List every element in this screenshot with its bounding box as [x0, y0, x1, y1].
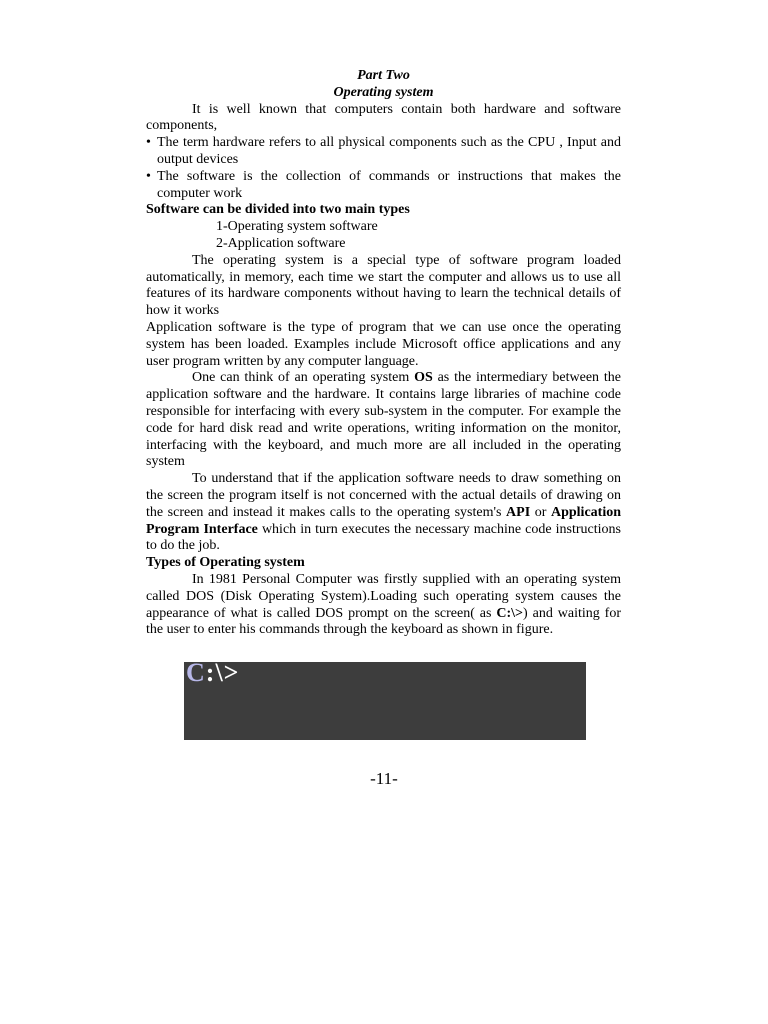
dos-prompt-symbol: :\> — [205, 658, 240, 687]
intermediary-text-after: as the intermediary between the application software and the hardware. It contains large libraries of machine code responsible for interfacing with every sub-system in the computer. For example the code for hard disk read and write operations, writing information on the monitor, interfacing with the keyboard, and much more are all included in the operating system — [146, 370, 621, 470]
part-label: Part Two — [357, 68, 410, 83]
application-paragraph: Application software is the type of program that we can use once the operating system has been loaded. Examples include Microsoft office applications and any user program written by any computer language. — [146, 319, 621, 369]
api-text-after: which in turn executes the necessary machine code instructions to do the job. — [146, 521, 621, 554]
dos-prompt-text — [186, 658, 239, 688]
dos-drive-letter: C — [186, 658, 206, 687]
document-page — [146, 68, 621, 639]
api-paragraph — [146, 471, 621, 555]
dos-prompt-figure — [184, 658, 586, 740]
intermediary-paragraph — [146, 370, 621, 471]
dos-paragraph — [146, 572, 621, 639]
os-paragraph: The operating system is a special type of software program loaded automatically, in memory, each time we start the computer and allows us to use all features of its hardware components without having to learn the technical details of how it works — [146, 252, 621, 319]
type-os-software: 1-Operating system software — [216, 219, 378, 235]
api-text-middle: or — [530, 504, 551, 520]
dos-prompt-term: C:\> — [496, 605, 524, 621]
api-term: API — [506, 504, 531, 520]
dos-text-before: In 1981 Personal Computer was firstly supplied with an operating system called DOS (Disk Operating System).Loading such operating system causes the appearance of what is called DOS prompt on the screen( as — [146, 571, 621, 621]
intermediary-text-before: One can think of an operating system — [192, 370, 415, 386]
os-term: OS — [414, 370, 433, 386]
page-number: -11- — [370, 769, 398, 788]
api-text-before: To understand that if the application software needs to draw something on the screen the program itself is not concerned with the actual details of drawing on the screen and instead it makes calls to the operating system's — [146, 471, 621, 520]
api-full-term: Application Program Interface — [146, 504, 621, 537]
hardware-software-list — [146, 135, 621, 202]
bullet-hardware: • The term hardware refers to all physical components such as the CPU , Input and output devices — [146, 135, 621, 169]
type-application-software: 2-Application software — [216, 235, 346, 251]
page-title: Operating system — [333, 84, 434, 100]
types-of-os-heading: Types of Operating system — [146, 555, 305, 571]
bullet-software: • The software is the collection of commands or instructions that makes the computer work — [146, 169, 621, 203]
software-types-list — [146, 219, 621, 253]
types-heading: Software can be divided into two main types — [146, 202, 410, 218]
intro-paragraph: It is well known that computers contain both hardware and software components, — [146, 101, 621, 134]
dos-text-after: ) and waiting for the user to enter his commands through the keyboard as shown in figure. — [146, 605, 621, 638]
